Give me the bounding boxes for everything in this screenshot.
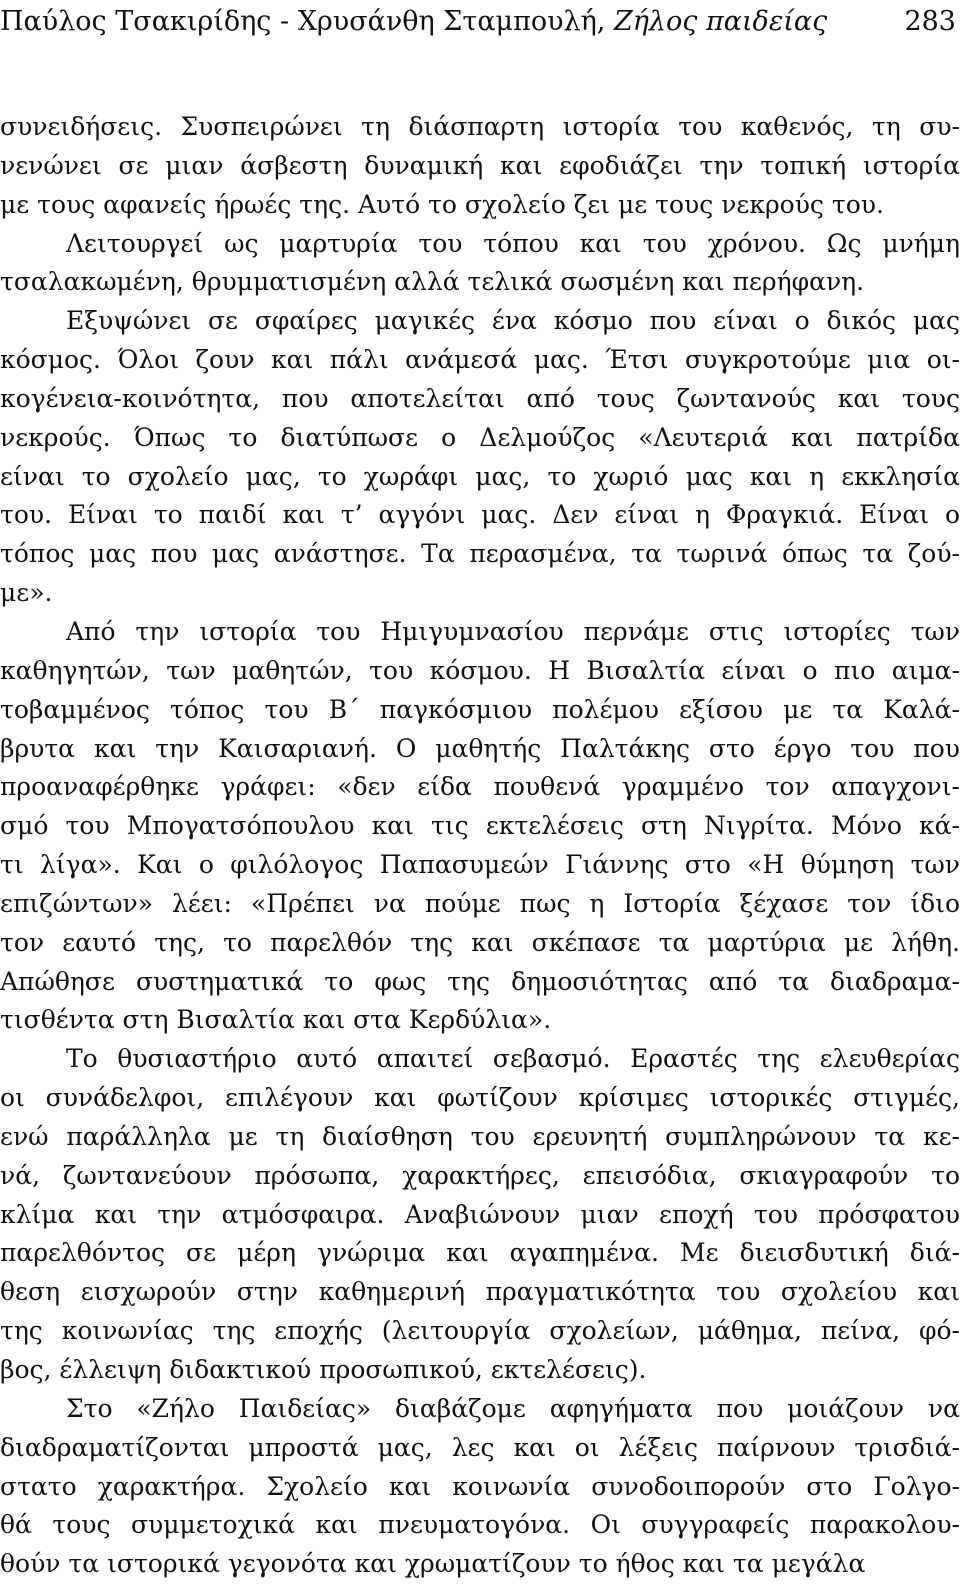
text-line: Το θυσιαστήριο αυτό απαιτεί σεβασμό. Εραστές της ελευθερίας <box>66 1044 960 1074</box>
paragraph <box>0 613 960 1040</box>
paragraph <box>0 1040 960 1390</box>
text-line: νεκρούς. Όπως το διατύπωσε ο Δελμούζος «Λευτεριά και πατρίδα <box>0 422 960 452</box>
text-line: συνειδήσεις. Συσπειρώνει τη διάσπαρτη ιστορία του καθενός, τη συ- <box>0 112 960 141</box>
text-line: κλίμα και την ατμόσφαιρα. Αναβιώνουν μιαν εποχή του πρόσφατου <box>0 1199 960 1229</box>
text-line: στατο χαρακτήρα. Σχολείο και κοινωνία συνοδοιπορούν στο Γολγο- <box>0 1471 960 1501</box>
running-header <box>0 2 956 42</box>
text-line: τισθέντα στη Βισαλτία και στα Κερδύλια». <box>0 1005 552 1035</box>
header-journal-title: Ζήλος παιδείας <box>613 6 828 37</box>
paragraph <box>0 225 960 303</box>
text-line: τον εαυτό της, το παρελθόν της και σκέπασε τα μαρτύρια με λήθη. <box>0 927 960 957</box>
text-line: επιζώντων» λέει: «Πρέπει να πούμε πως η Ιστορία ξέχασε τον ίδιο <box>0 888 960 918</box>
text-line: με». <box>0 578 53 608</box>
text-line: βος, έλλειψη διδακτικού προσωπικού, εκτελέσεις). <box>0 1355 647 1384</box>
text-line: ενώ παράλληλα με τη διαίσθηση του ερευνητή συμπληρώνουν τα κε- <box>0 1121 960 1151</box>
text-line: είναι το σχολείο μας, το χωράφι μας, το χωριό μας και η εκκλησία <box>0 461 960 491</box>
text-line: προαναφέρθηκε γράφει: «δεν είδα πουθενά γραμμένο τον απαγχονι- <box>0 772 960 802</box>
text-line: Εξυψώνει σε σφαίρες μαγικές ένα κόσμο που είναι ο δικός μας <box>66 306 960 336</box>
paragraph <box>0 108 960 225</box>
paragraph <box>0 302 960 613</box>
page-number: 283 <box>904 6 956 37</box>
text-line: θά τους συμμετοχικά και πνευματογόνα. Οι συγγραφείς παρακολου- <box>0 1510 960 1540</box>
text-line: τσαλακωμένη, θρυμματισμένη αλλά τελικά σωσμένη και περήφανη. <box>0 267 865 297</box>
text-line: θεση εισχωρούν στην καθημερινή πραγματικότητα του σχολείου και <box>0 1277 960 1307</box>
text-line: νενώνει σε μιαν άσβεστη δυναμική και εφοδιάζει την τοπική ιστορία <box>0 150 960 180</box>
text-line: παρελθόντος σε μέρη γνώριμα και αγαπημένα. Με διεισδυτική διά- <box>0 1238 960 1268</box>
text-line: Στο «Ζήλο Παιδείας» διαβάζομε αφηγήματα που μοιάζουν να <box>66 1393 960 1423</box>
text-line: διαδραματίζονται μπροστά μας, λες και οι λέξεις παίρνουν τρισδιά- <box>0 1432 960 1462</box>
text-line: βρυτα και την Καισαριανή. Ο μαθητής Παλτάκης στο έργο του που <box>0 733 960 763</box>
header-authors: Παύλος Τσακιρίδης - Χρυσάνθη Σταμπουλή, <box>0 6 614 37</box>
text-line: νά, ζωντανεύουν πρόσωπα, χαρακτήρες, επεισόδια, σκιαγραφούν το <box>0 1160 960 1190</box>
text-line: Λειτουργεί ως μαρτυρία του τόπου και του χρόνου. Ως μνήμη <box>66 228 960 258</box>
text-line: τι λίγα». Και ο φιλόλογος Παπασυμεών Γιάννης στο «Η θύμηση των <box>0 850 960 880</box>
body-text <box>0 108 960 1584</box>
text-line: της κοινωνίας της εποχής (λειτουργία σχολείων, μάθημα, πείνα, φό- <box>0 1316 960 1346</box>
text-line: θούν τα ιστορικά γεγονότα και χρωματίζουν το ήθος και τα μεγάλα <box>0 1549 866 1579</box>
text-line: κογένεια-κοινότητα, που αποτελείται από τους ζωντανούς και τους <box>0 383 960 413</box>
text-line: καθηγητών, των μαθητών, του κόσμου. Η Βισαλτία είναι ο πιο αιμα- <box>0 655 960 685</box>
text-line: τόπος μας που μας ανάστησε. Τα περασμένα, τα τωρινά όπως τα ζού- <box>0 539 960 569</box>
text-line: με τους αφανείς ήρωές της. Αυτό το σχολείο ζει με τους νεκρούς του. <box>0 189 884 219</box>
paragraph <box>0 1390 960 1584</box>
header-title <box>0 2 827 42</box>
text-line: οι συνάδελφοι, επιλέγουν και φωτίζουν κρίσιμες ιστορικές στιγμές, <box>0 1083 960 1113</box>
text-line: Από την ιστορία του Ημιγυμνασίου περνάμε στις ιστορίες των <box>66 616 960 646</box>
text-line: σμό του Μπογατσόπουλου και τις εκτελέσεις στη Νιγρίτα. Μόνο κά- <box>0 811 960 841</box>
text-line: τοβαμμένος τόπος του Β΄ παγκόσμιου πολέμου εξίσου με τα Καλά- <box>0 694 960 724</box>
text-line: του. Είναι το παιδί και τ’ αγγόνι μας. Δεν είναι η Φραγκιά. Είναι ο <box>0 500 960 530</box>
text-line: κόσμος. Όλοι ζουν και πάλι ανάμεσά μας. Έτσι συγκροτούμε μια οι- <box>0 345 960 375</box>
text-line: Απώθησε συστηματικά το φως της δημοσιότητας από τα διαδραμα- <box>0 966 960 996</box>
